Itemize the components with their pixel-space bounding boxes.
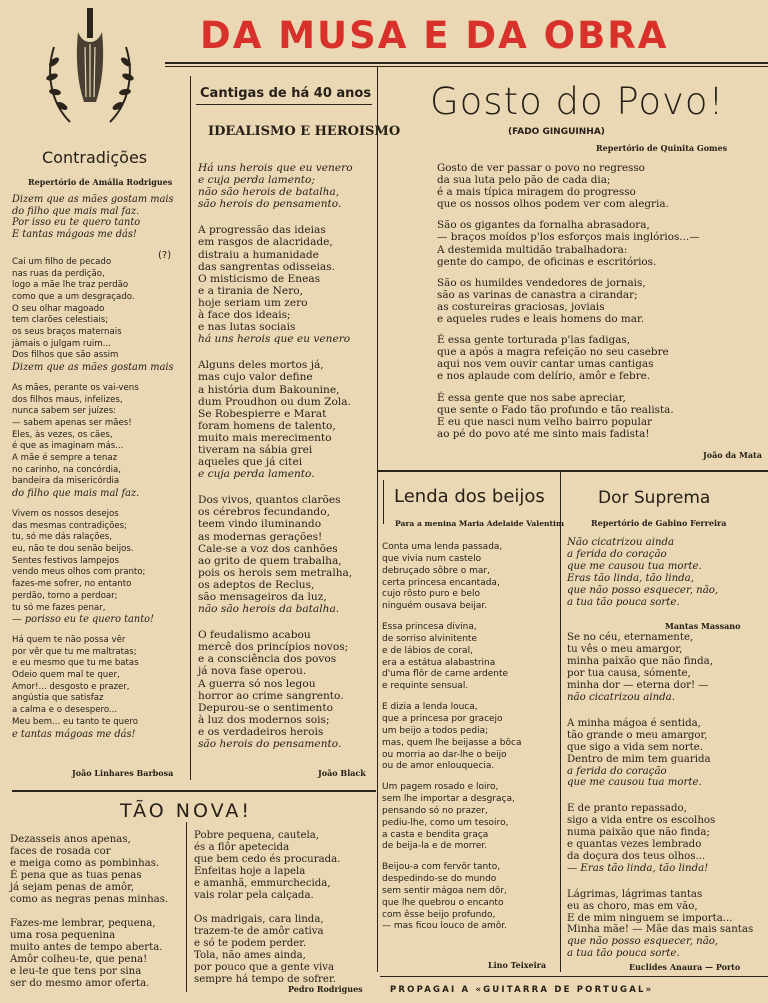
dor-byline: Repertório de Gabino Ferreira (591, 518, 727, 528)
contradicoes-marker: (?) (158, 250, 172, 261)
lenda-poem: Conta uma lenda passada, que vivia num castelo debruçado sôbre o mar, certa princesa encantada, cujo rôsto puro e belo ninguém ousava beijar. Essa princesa divina, de sorriso alvinitente e de lábios de coral, era a estátua alabastrina d'uma flôr de carne ardente e requinte sensual. E dizia a lenda louca, que a princesa por gracejo um beijo a todos pedia; mas, quem lhe beijasse a bôca ou morria ao dar-lhe o beijo ou de amor enlouquecia. Um pagem rosado e loiro, sem lhe importar a desgraça, pensando só no prazer, pediu-lhe, como um tesoiro, a casta e bendita graça de beija-la e de morrer. Beijou-a com fervôr tanto, despedindo-se do mundo sem sentir mágoa nem dôr, que lhe quebrou o encanto com êsse beijo profundo, — mas ficou louco de amôr. (382, 542, 522, 932)
gosto-byline: Repertório de Quinita Gomes (596, 143, 728, 153)
contradicoes-title: Contradições (42, 148, 148, 167)
cantigas-author: João Black (318, 768, 366, 778)
dor-title: Dor Suprema (598, 488, 711, 508)
dor-mid-author: Mantas Massano (665, 621, 741, 631)
lyre-wreath-icon (40, 2, 140, 132)
masthead-title: DA MUSA E DA OBRA (200, 14, 669, 57)
contradicoes-poem: Dizem que as mães gostam mais do filho que mais mal faz. Por isso eu te quero tanto E tantas mágoas me dás! Cai um filho de pecado nas ruas da perdição, logo a mãe lhe traz perdão como que a um desgraçado. O seu olhar magoado tem clarões celestiais; os seus braços maternais jàmais o julgam ruim... Dos filhos que são assim Dizem que as mães gostam mais As mães, perante os vai-vens dos filhos maus, infelizes, nunca sabem ser juízes: — sabem apenas ser mães! Eles, às vezes, os cães, é que as imaginam más... A mãe é sempre a tenaz no carinho, na concórdia, bandeira da misericórdia do filho que mais mal faz. Vivem os nossos desejos das mesmas contradições; tu, só me dás ralações, eu, não te dou senão beijos. Sentes festivos lampejos vendo meus olhos com pranto; fazes-me sofrer, no entanto perdão, torno a perdoar; tu só me fazes penar, — porisso eu te quero tanto! Há quem te não possa vêr por vêr que tu me maltratas; e eu mesmo que tu me batas Odeio quem mal te quer, Amor!... desgosto e prazer, angústia que satisfaz a calma e o desespero... Meu bem... eu tanto te quero e tantas mágoas me dás! (12, 194, 174, 740)
contradicoes-author: João Linhares Barbosa (72, 768, 174, 778)
tao-nova-author: Pedro Rodrigues (288, 984, 363, 994)
contradicoes-byline: Repertório de Amália Rodrigues (28, 177, 173, 187)
cantigas-title: IDEALISMO E HEROISMO (208, 124, 401, 139)
gosto-poem: Gosto de ver passar o povo no regresso da sua luta pelo pão de cada dia; é a mais típica miragem do progresso que os nossos olhos podem ver com alegria. São os gigantes da fornalha abrasadora, — braços moídos p'los esforços mais inglórios...— A destemida multidão trabalhadora: gente do campo, de oficinas e escritórios. São os humildes vendedores de jornais, são as varinas de canastra a cirandar; as costureiras graciosas, joviais e aqueles rudes e leais homens do mar. É essa gente torturada p'las fadigas, que a após a magra refeição no seu casebre aqui nos vem ouvir cantar umas cantigas e nos aplaude com delírio, amôr e febre. É essa gente que nos sabe apreciar, que sente o Fado tão profundo e tão realista. E eu que nasci num velho bairro popular ao pé do povo até me sinto mais fadista! (437, 162, 700, 440)
tao-nova-col1: Dezasseis anos apenas, faces de rosada cor e meiga como as pombinhas. É pena que as tuas penas já sejam penas de amôr, como as negras penas minhas. Fazes-me lembrar, pequena, uma rosa pequenina muito antes de tempo aberta. Amôr colheu-te, que pena! e leu-te que tens por sina ser do mesmo amor oferta. (10, 834, 169, 990)
cantigas-poem: Há uns herois que eu venero e cuja perda lamento; não são herois de batalha, são herois do pensamento. A progressão das ideias em rasgos de alacridade, distraiu a humanidade das sangrentas odisseias. O misticismo de Eneas e a tirania de Nero, hoje seriam um zero à face dos ideais; e nas lutas sociais há uns herois que eu venero Alguns deles mortos já, mas cujo valor define a história dum Bakounine, dum Proudhon ou dum Zola. Se Robespierre e Marat foram homens de talento, muito mais merecimento tiveram na sábia grei aqueles que já citei e cuja perda lamento. Dos vivos, quantos clarões os cérebros fecundando, teem vindo iluminando as modernas gerações! Cale-se a voz dos canhões ao grito de quem trabalha, pois os herois sem metralha, os adeptos de Reclus, são mensageiros da luz, não são herois da batalha. O feudalismo acabou mercê dos princípios novos; e a consciência dos povos já nova fase operou. A guerra só nos legou horror ao crime sangrento. Depurou-se o sentimento à luz dos modernos sois; e os verdadeiros herois são herois do pensamento. (198, 162, 353, 751)
gosto-subtitle: (FADO GINGUINHA) (508, 127, 605, 137)
lenda-author: Lino Teixeira (488, 960, 547, 970)
gosto-author: João da Mata (703, 450, 762, 460)
gosto-title: Gosto do Povo! (430, 80, 725, 123)
dor-poem: Não cicatrizou ainda a ferida do coração que me causou tua morte. Eras tão linda, tão linda, que não posso esquecer, não, a tua tão pouca sorte. Se no céu, eternamente, tu vês o meu amargor, minha paixão que não finda, por tua causa, sómente, minha dor — eterna dor! — não cicatrizou ainda. A minha mágoa é sentida, tão grande o meu amargor, que sigo a vida sem norte. Dentro de mim tem guarida a ferida do coração que me causou tua morte. E de pranto repassado, sigo a vida entre os escolhos numa paixão que não finda; e quantas vezes lembrado da doçura dos teus olhos... — Eras tão linda, tão linda! Lágrimas, lágrimas tantas eu as choro, mas em vão, E de mim ninguem se importa... Minha mãe! — Mãe das mais santas que não posso esquecer, não, a tua tão pouca sorte. (567, 537, 754, 960)
tao-nova-col2: Pobre pequena, cautela, és a flôr apetecida que bem cedo és procurada. Enfeitas hoje a lapela e amanhã, emmurchecida, vais rolar pela calçada. Os madrigais, cara linda, trazem-te de amôr cativa e só te podem perder. Tola, não ames ainda, por pouco que a gente viva sempre há tempo de sofrer. (194, 830, 341, 986)
footer-slogan: PROPAGAI A «GUITARRA DE PORTUGAL» (390, 985, 654, 995)
lenda-title: Lenda dos beijos (394, 486, 545, 507)
lenda-dedication: Para a menina Maria Adelaide Valentim (395, 519, 564, 528)
tao-nova-title: TÃO NOVA! (120, 800, 253, 822)
dor-author: Euclides Anaura — Porto (629, 962, 741, 972)
cantigas-header: Cantigas de há 40 anos (200, 86, 372, 101)
